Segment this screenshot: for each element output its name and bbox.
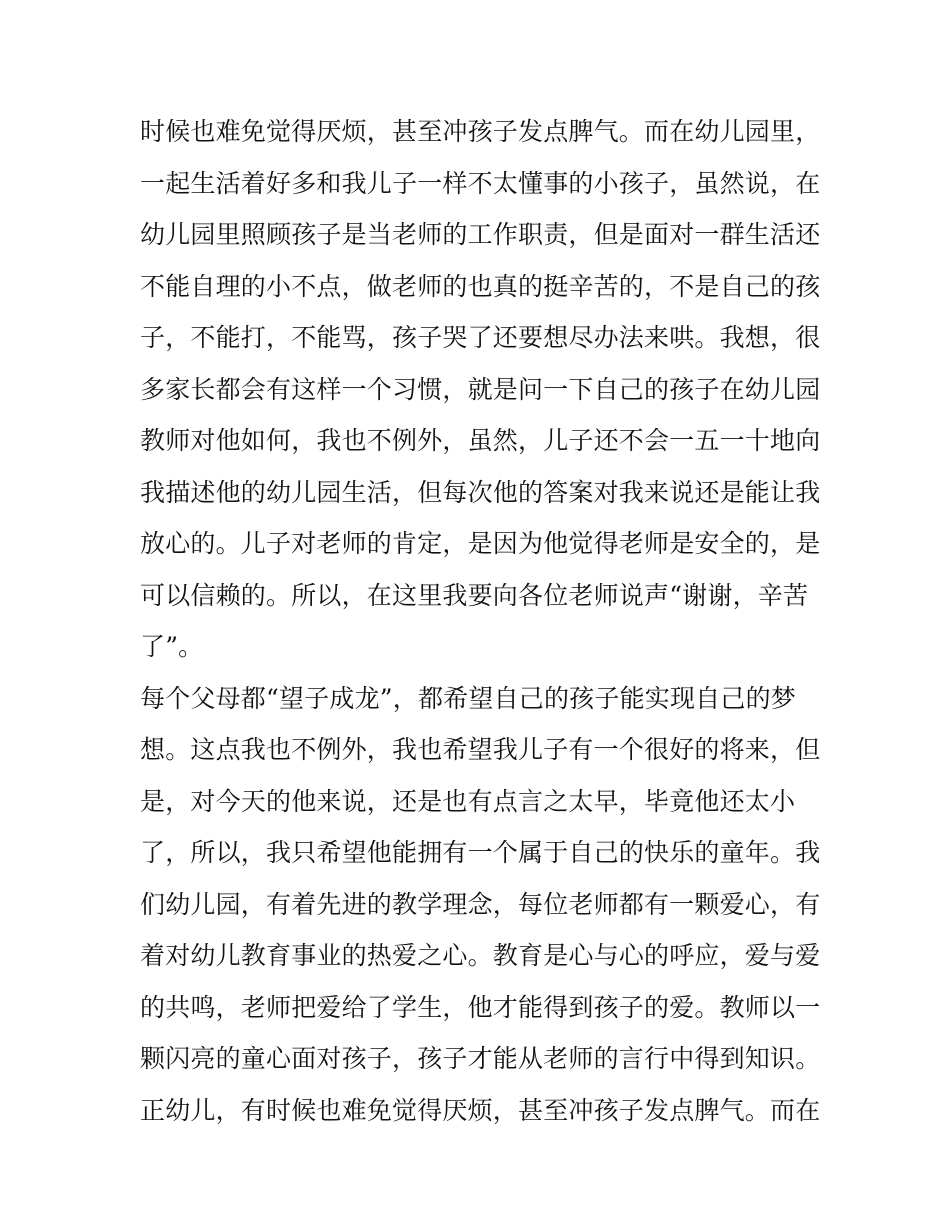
text-line: 幼儿园里照顾孩子是当老师的工作职责，但是面对一群生活还 xyxy=(140,220,821,249)
text-line: 一起生活着好多和我儿子一样不太懂事的小孩子，虽然说，在 xyxy=(140,168,821,198)
text-line: 我描述他的幼儿园生活，但每次他的答案对我来说还是能让我 xyxy=(140,477,821,507)
text-line: 的共鸣，老师把爱给了学生，他才能得到孩子的爱。教师以一 xyxy=(140,992,821,1022)
text-line: 们幼儿园，有着先进的教学理念，每位老师都有一颗爱心，有 xyxy=(140,889,821,919)
text-line: 想。这点我也不例外，我也希望我儿子有一个很好的将来，但 xyxy=(140,735,821,764)
text-line: 可以信赖的。所以，在这里我要向各位老师说声“谢谢，辛苦 xyxy=(140,580,809,610)
text-line: 子，不能打，不能骂，孩子哭了还要想尽办法来哄。我想，很 xyxy=(140,323,821,352)
text-line: 放心的。儿子对老师的肯定，是因为他觉得老师是安全的，是 xyxy=(140,529,821,558)
text-line: 着对幼儿教育事业的热爱之心。教育是心与心的呼应，爱与爱 xyxy=(140,941,821,970)
text-line: 多家长都会有这样一个习惯，就是问一下自己的孩子在幼儿园 xyxy=(140,374,821,404)
text-line: 不能自理的小不点，做老师的也真的挺辛苦的，不是自己的孩 xyxy=(140,271,821,301)
text-line: 时候也难免觉得厌烦，甚至冲孩子发点脾气。而在幼儿园里， xyxy=(140,117,821,146)
text-line: 颗闪亮的童心面对孩子，孩子才能从老师的言行中得到知识。 xyxy=(140,1044,821,1073)
text-line: 了，所以，我只希望他能拥有一个属于自己的快乐的童年。我 xyxy=(140,838,821,867)
body-text xyxy=(140,106,820,1136)
text-line: 正幼儿，有时候也难免觉得厌烦，甚至冲孩子发点脾气。而在 xyxy=(140,1095,821,1125)
text-line: 教师对他如何，我也不例外，虽然，儿子还不会一五一十地向 xyxy=(140,426,821,455)
text-line: 每个父母都“望子成龙”，都希望自己的孩子能实现自己的梦 xyxy=(140,683,796,713)
text-line: 是，对今天的他来说，还是也有点言之太早，毕竟他还太小 xyxy=(140,786,796,816)
text-line: 了”。 xyxy=(140,632,204,661)
